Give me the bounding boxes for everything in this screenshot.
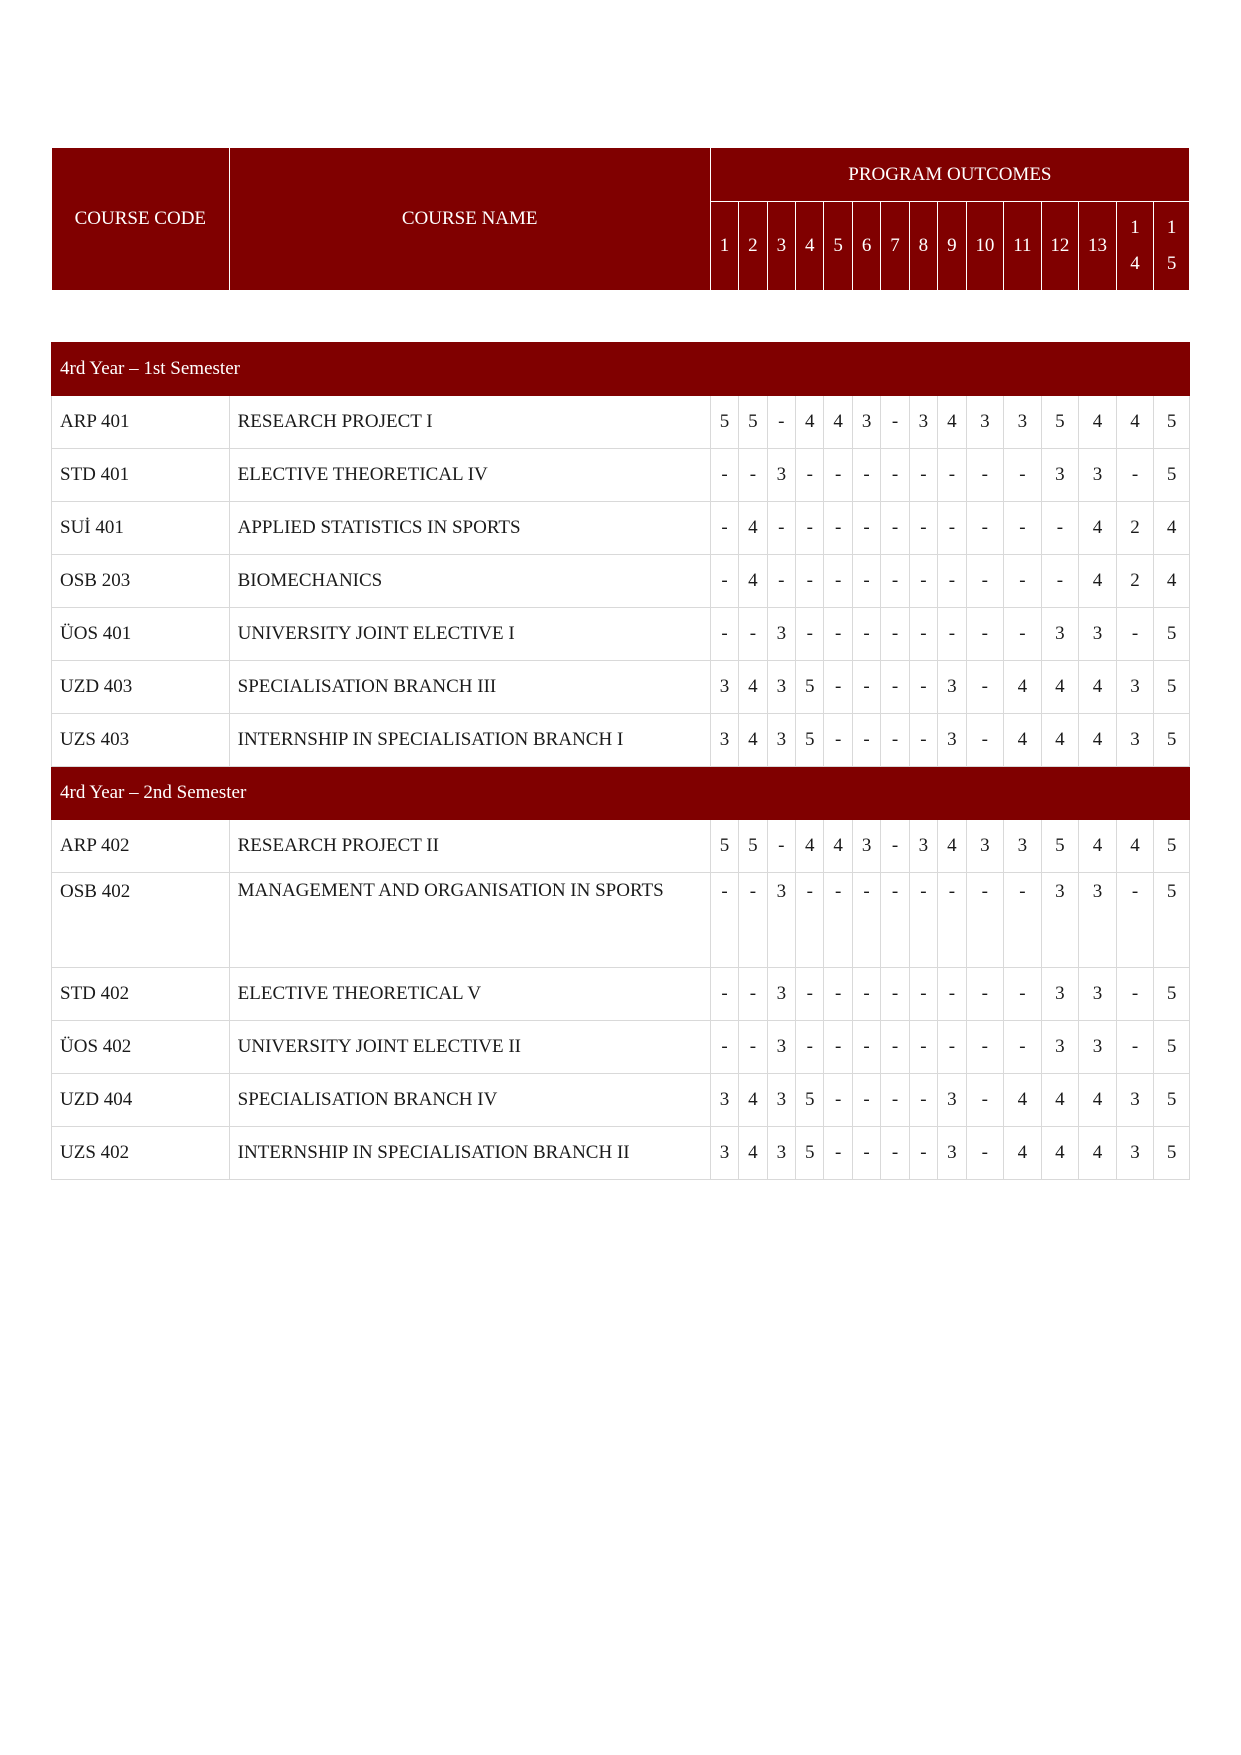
table-row xyxy=(52,1074,1190,1127)
outcome-value: 4 xyxy=(739,661,767,714)
outcome-value: 3 xyxy=(710,714,738,767)
outcome-value: 4 xyxy=(1004,1127,1042,1180)
outcome-value: - xyxy=(881,449,909,502)
course-name: APPLIED STATISTICS IN SPORTS xyxy=(229,502,710,555)
outcome-value: - xyxy=(852,449,880,502)
course-name: RESEARCH PROJECT I xyxy=(229,396,710,449)
outcome-value: 3 xyxy=(938,1074,966,1127)
course-name: ELECTIVE THEORETICAL V xyxy=(229,968,710,1021)
outcome-value: 3 xyxy=(1116,661,1154,714)
outcome-value: - xyxy=(1004,968,1042,1021)
table-row xyxy=(52,1127,1190,1180)
outcome-value: - xyxy=(966,608,1004,661)
outcome-value: - xyxy=(1116,1021,1154,1074)
outcome-number-header: 13 xyxy=(1079,202,1117,291)
table-row xyxy=(52,608,1190,661)
outcome-value: - xyxy=(824,1021,852,1074)
course-code: ARP 402 xyxy=(52,820,230,873)
outcome-value: 4 xyxy=(739,502,767,555)
outcome-value: - xyxy=(710,555,738,608)
table-row xyxy=(52,873,1190,968)
outcome-value: - xyxy=(767,502,795,555)
outcome-value: - xyxy=(909,1021,937,1074)
outcome-value: 4 xyxy=(824,396,852,449)
outcome-number-header: 7 xyxy=(881,202,909,291)
outcome-number-header: 1 xyxy=(710,202,738,291)
outcome-value: 3 xyxy=(852,820,880,873)
outcome-value: - xyxy=(852,1074,880,1127)
outcome-value: - xyxy=(852,1127,880,1180)
outcome-value: 3 xyxy=(767,1127,795,1180)
outcome-value: 5 xyxy=(1154,873,1190,968)
outcome-value: 4 xyxy=(1079,502,1117,555)
outcome-value: - xyxy=(966,1127,1004,1180)
outcome-value: 4 xyxy=(1079,820,1117,873)
outcome-value: - xyxy=(881,1074,909,1127)
table-row xyxy=(52,968,1190,1021)
outcome-value: 5 xyxy=(1154,968,1190,1021)
course-code: UZD 404 xyxy=(52,1074,230,1127)
outcome-value: 4 xyxy=(1116,396,1154,449)
outcome-value: 3 xyxy=(767,661,795,714)
outcome-value: - xyxy=(881,968,909,1021)
outcome-value: - xyxy=(796,873,824,968)
outcome-value: 3 xyxy=(1116,714,1154,767)
outcome-number-header xyxy=(1154,202,1190,291)
semester-title: 4rd Year – 1st Semester xyxy=(52,343,1190,396)
course-name: SPECIALISATION BRANCH IV xyxy=(229,1074,710,1127)
course-outcomes-table xyxy=(51,342,1190,1180)
course-name: RESEARCH PROJECT II xyxy=(229,820,710,873)
outcome-value: 5 xyxy=(1041,820,1079,873)
outcome-value: - xyxy=(966,1021,1004,1074)
outcome-value: - xyxy=(1041,555,1079,608)
outcome-value: - xyxy=(1116,449,1154,502)
course-code: SUİ 401 xyxy=(52,502,230,555)
outcome-value: 5 xyxy=(1154,820,1190,873)
course-code-header: COURSE CODE xyxy=(52,148,230,291)
outcome-value: 4 xyxy=(1041,1127,1079,1180)
outcome-value: 5 xyxy=(1154,714,1190,767)
course-code: OSB 402 xyxy=(52,873,230,968)
semester-header-row xyxy=(52,343,1190,396)
outcome-value: - xyxy=(767,555,795,608)
course-code: STD 402 xyxy=(52,968,230,1021)
outcome-value: 3 xyxy=(938,1127,966,1180)
outcome-value: - xyxy=(852,873,880,968)
outcome-value: - xyxy=(852,714,880,767)
outcome-value: - xyxy=(909,661,937,714)
course-code: STD 401 xyxy=(52,449,230,502)
outcome-value: - xyxy=(824,968,852,1021)
course-name: ELECTIVE THEORETICAL IV xyxy=(229,449,710,502)
outcome-value: 3 xyxy=(1116,1074,1154,1127)
course-code: OSB 203 xyxy=(52,555,230,608)
outcome-value: - xyxy=(881,1021,909,1074)
outcome-value: 5 xyxy=(1041,396,1079,449)
course-code: UZS 403 xyxy=(52,714,230,767)
outcome-value: - xyxy=(710,502,738,555)
outcome-value: - xyxy=(824,714,852,767)
course-name: INTERNSHIP IN SPECIALISATION BRANCH I xyxy=(229,714,710,767)
outcome-number-header: 8 xyxy=(909,202,937,291)
outcome-value: 3 xyxy=(852,396,880,449)
outcome-value: 4 xyxy=(938,820,966,873)
outcome-value: 4 xyxy=(739,555,767,608)
outcome-number-header: 11 xyxy=(1004,202,1042,291)
outcome-value: 3 xyxy=(966,820,1004,873)
outcome-value: 4 xyxy=(1079,714,1117,767)
outcome-value: 3 xyxy=(767,873,795,968)
outcome-value: 4 xyxy=(739,1074,767,1127)
outcome-value: - xyxy=(852,968,880,1021)
outcome-value: - xyxy=(824,873,852,968)
outcome-number-header: 6 xyxy=(852,202,880,291)
outcome-value: 3 xyxy=(1041,608,1079,661)
outcome-value: 3 xyxy=(1079,608,1117,661)
outcome-number-digit: 5 xyxy=(1166,253,1177,274)
outcome-value: - xyxy=(909,608,937,661)
outcome-value: - xyxy=(852,608,880,661)
outcome-value: 5 xyxy=(796,661,824,714)
table-row xyxy=(52,714,1190,767)
course-code: UZD 403 xyxy=(52,661,230,714)
outcome-value: - xyxy=(739,873,767,968)
outcome-value: - xyxy=(909,714,937,767)
outcome-value: - xyxy=(710,1021,738,1074)
outcome-value: - xyxy=(881,820,909,873)
outcome-value: 5 xyxy=(1154,1021,1190,1074)
outcome-value: 3 xyxy=(767,1021,795,1074)
outcome-value: 4 xyxy=(1079,661,1117,714)
outcome-value: - xyxy=(739,1021,767,1074)
outcome-value: - xyxy=(1116,968,1154,1021)
outcome-number-header: 3 xyxy=(767,202,795,291)
outcome-value: - xyxy=(1004,1021,1042,1074)
table-row xyxy=(52,396,1190,449)
course-name: UNIVERSITY JOINT ELECTIVE I xyxy=(229,608,710,661)
outcome-value: - xyxy=(938,449,966,502)
outcome-value: 3 xyxy=(1079,1021,1117,1074)
outcome-value: 3 xyxy=(1004,396,1042,449)
outcome-number-header: 12 xyxy=(1041,202,1079,291)
outcome-value: 5 xyxy=(739,396,767,449)
table-row xyxy=(52,449,1190,502)
outcome-value: 5 xyxy=(1154,661,1190,714)
outcome-value: 3 xyxy=(938,661,966,714)
outcome-value: - xyxy=(938,502,966,555)
outcome-value: - xyxy=(852,1021,880,1074)
outcome-value: - xyxy=(767,396,795,449)
outcome-value: - xyxy=(881,608,909,661)
outcome-value: - xyxy=(739,608,767,661)
outcome-value: - xyxy=(881,714,909,767)
outcome-value: - xyxy=(966,968,1004,1021)
outcome-value: 3 xyxy=(1041,968,1079,1021)
outcome-value: - xyxy=(909,968,937,1021)
outcome-value: - xyxy=(824,608,852,661)
outcome-value: 5 xyxy=(1154,1074,1190,1127)
outcome-value: 3 xyxy=(1041,1021,1079,1074)
outcome-number-header: 10 xyxy=(966,202,1004,291)
outcome-value: - xyxy=(824,1074,852,1127)
outcome-value: - xyxy=(710,608,738,661)
course-name: INTERNSHIP IN SPECIALISATION BRANCH II xyxy=(229,1127,710,1180)
outcome-value: 4 xyxy=(1004,1074,1042,1127)
outcome-value: 2 xyxy=(1116,555,1154,608)
outcome-value: - xyxy=(796,608,824,661)
outcome-value: 4 xyxy=(1041,1074,1079,1127)
outcome-value: 3 xyxy=(1004,820,1042,873)
outcome-value: 4 xyxy=(1041,661,1079,714)
outcome-value: 3 xyxy=(710,661,738,714)
outcome-number-header: 9 xyxy=(938,202,966,291)
outcome-value: 3 xyxy=(767,714,795,767)
outcome-value: 4 xyxy=(1079,1127,1117,1180)
outcome-value: - xyxy=(966,502,1004,555)
outcome-value: - xyxy=(710,968,738,1021)
outcome-value: 5 xyxy=(710,396,738,449)
outcome-value: - xyxy=(881,555,909,608)
outcome-value: 3 xyxy=(909,820,937,873)
outcome-value: - xyxy=(1004,449,1042,502)
outcome-value: 5 xyxy=(1154,449,1190,502)
outcome-value: 3 xyxy=(1079,968,1117,1021)
outcome-value: - xyxy=(938,608,966,661)
outcome-value: 4 xyxy=(1041,714,1079,767)
outcome-value: 5 xyxy=(739,820,767,873)
outcome-value: 4 xyxy=(824,820,852,873)
outcome-value: - xyxy=(824,1127,852,1180)
outcome-value: - xyxy=(938,555,966,608)
outcome-value: 3 xyxy=(767,968,795,1021)
outcome-number-header: 5 xyxy=(824,202,852,291)
outcome-value: - xyxy=(909,1074,937,1127)
course-name: UNIVERSITY JOINT ELECTIVE II xyxy=(229,1021,710,1074)
table-row xyxy=(52,1021,1190,1074)
outcome-value: - xyxy=(1004,555,1042,608)
outcome-value: - xyxy=(938,873,966,968)
outcome-value: 3 xyxy=(767,449,795,502)
semester-title: 4rd Year – 2nd Semester xyxy=(52,767,1190,820)
outcome-value: - xyxy=(796,968,824,1021)
outcome-value: - xyxy=(739,449,767,502)
outcome-value: 3 xyxy=(1041,873,1079,968)
outcome-value: 3 xyxy=(1116,1127,1154,1180)
outcome-value: - xyxy=(1041,502,1079,555)
outcome-value: - xyxy=(966,661,1004,714)
outcome-value: - xyxy=(966,714,1004,767)
outcome-number-digit: 4 xyxy=(1130,253,1140,274)
outcome-value: - xyxy=(1004,873,1042,968)
outcome-value: 5 xyxy=(796,1127,824,1180)
outcome-value: - xyxy=(710,449,738,502)
semester-header-row xyxy=(52,767,1190,820)
outcome-value: 4 xyxy=(1079,555,1117,608)
outcome-value: 4 xyxy=(1079,396,1117,449)
outcome-value: 4 xyxy=(1154,502,1190,555)
outcome-value: - xyxy=(909,449,937,502)
outcome-value: - xyxy=(966,449,1004,502)
outcome-number-digit: 1 xyxy=(1130,217,1140,238)
outcome-value: - xyxy=(796,1021,824,1074)
outcome-value: 4 xyxy=(1004,714,1042,767)
outcome-value: 2 xyxy=(1116,502,1154,555)
outcome-value: 4 xyxy=(938,396,966,449)
outcome-value: - xyxy=(881,661,909,714)
course-code: ARP 401 xyxy=(52,396,230,449)
outcome-value: 4 xyxy=(739,1127,767,1180)
outcome-value: - xyxy=(852,555,880,608)
course-name-header: COURSE NAME xyxy=(229,148,710,291)
outcome-value: - xyxy=(824,661,852,714)
table-row xyxy=(52,661,1190,714)
outcome-value: - xyxy=(739,968,767,1021)
outcome-value: 3 xyxy=(710,1074,738,1127)
outcome-value: 5 xyxy=(710,820,738,873)
course-name: MANAGEMENT AND ORGANISATION IN SPORTS xyxy=(229,873,710,968)
outcome-value: 5 xyxy=(1154,608,1190,661)
program-outcomes-header: PROGRAM OUTCOMES xyxy=(710,148,1189,202)
outcome-value: 3 xyxy=(767,608,795,661)
outcome-value: - xyxy=(824,449,852,502)
outcome-value: 4 xyxy=(1154,555,1190,608)
outcome-value: 5 xyxy=(1154,396,1190,449)
outcome-number-header: 4 xyxy=(796,202,824,291)
outcome-value: - xyxy=(909,873,937,968)
outcome-value: 3 xyxy=(966,396,1004,449)
outcome-value: - xyxy=(852,661,880,714)
outcome-value: - xyxy=(767,820,795,873)
outcomes-header-table xyxy=(51,147,1190,291)
outcome-value: - xyxy=(881,1127,909,1180)
outcome-value: 5 xyxy=(1154,1127,1190,1180)
outcome-value: 3 xyxy=(909,396,937,449)
outcome-value: 3 xyxy=(938,714,966,767)
outcome-value: 4 xyxy=(1079,1074,1117,1127)
outcome-number-header xyxy=(1116,202,1154,291)
course-name: BIOMECHANICS xyxy=(229,555,710,608)
outcome-value: - xyxy=(796,555,824,608)
outcome-value: - xyxy=(881,502,909,555)
outcome-value: 4 xyxy=(1004,661,1042,714)
outcome-number-digit: 1 xyxy=(1166,217,1177,238)
outcome-value: - xyxy=(1116,873,1154,968)
outcome-value: - xyxy=(852,502,880,555)
table-row xyxy=(52,820,1190,873)
outcome-value: 3 xyxy=(1041,449,1079,502)
outcome-value: - xyxy=(1004,608,1042,661)
outcome-value: 4 xyxy=(796,820,824,873)
outcome-value: - xyxy=(966,555,1004,608)
table-row xyxy=(52,555,1190,608)
outcome-value: - xyxy=(938,968,966,1021)
outcome-value: 4 xyxy=(796,396,824,449)
outcome-value: 5 xyxy=(796,714,824,767)
outcome-value: 5 xyxy=(796,1074,824,1127)
outcome-value: - xyxy=(824,555,852,608)
course-name: SPECIALISATION BRANCH III xyxy=(229,661,710,714)
outcome-value: - xyxy=(1116,608,1154,661)
outcome-value: - xyxy=(909,1127,937,1180)
table-row xyxy=(52,502,1190,555)
outcome-value: - xyxy=(909,555,937,608)
course-code: ÜOS 401 xyxy=(52,608,230,661)
course-code: UZS 402 xyxy=(52,1127,230,1180)
outcome-value: - xyxy=(824,502,852,555)
outcome-value: - xyxy=(909,502,937,555)
outcome-value: - xyxy=(881,396,909,449)
outcome-value: - xyxy=(881,873,909,968)
outcome-number-header: 2 xyxy=(739,202,767,291)
outcome-value: - xyxy=(710,873,738,968)
course-code: ÜOS 402 xyxy=(52,1021,230,1074)
outcome-value: 3 xyxy=(767,1074,795,1127)
outcome-value: - xyxy=(966,1074,1004,1127)
outcome-value: - xyxy=(938,1021,966,1074)
outcome-value: 3 xyxy=(710,1127,738,1180)
outcome-value: 3 xyxy=(1079,449,1117,502)
outcome-value: 4 xyxy=(1116,820,1154,873)
outcome-value: 3 xyxy=(1079,873,1117,968)
outcome-value: - xyxy=(796,502,824,555)
outcome-value: - xyxy=(966,873,1004,968)
outcome-value: - xyxy=(1004,502,1042,555)
outcome-value: - xyxy=(796,449,824,502)
outcome-value: 4 xyxy=(739,714,767,767)
